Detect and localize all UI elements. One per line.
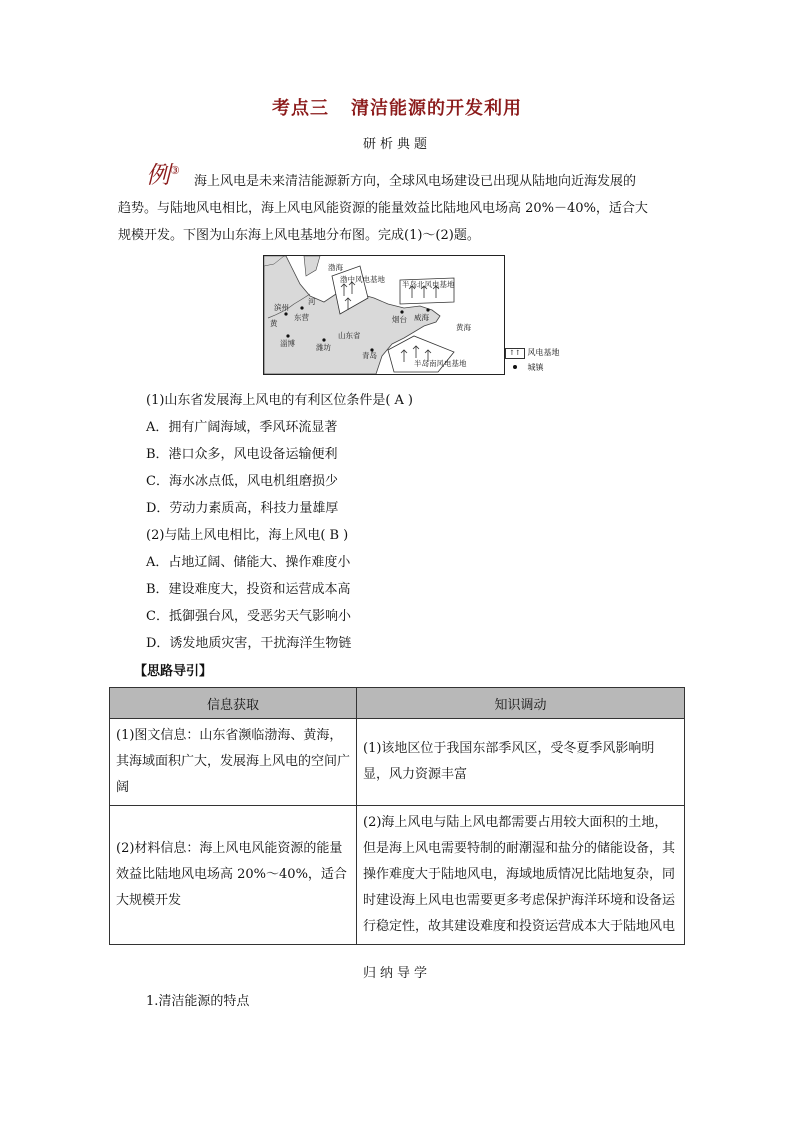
page-title: [0, 94, 794, 120]
example-label: 例: [146, 161, 170, 189]
label-weifang: 潍坊: [316, 343, 331, 352]
guide-table: [109, 687, 685, 945]
intro-line-2: 趋势。与陆地风电相比，海上风电风能资源的能量效益比陆地风电场高 20%－40%，适合大: [118, 201, 648, 216]
label-dongying: 东营: [294, 313, 309, 322]
q1-stem: (1)山东省发展海上风电的有利区位条件是( A ): [146, 393, 413, 408]
legend-wind-label: 风电基地: [527, 348, 560, 357]
label-huanghai: 黄海: [456, 323, 471, 332]
title-part2: 清洁能源的开发利用: [351, 98, 522, 119]
intro-line-1: 海上风电是未来清洁能源新方向，全球风电场建设已出现从陆地向近海发展的: [194, 174, 637, 189]
q1-answer: A: [394, 393, 404, 408]
legend-city-label: 城镇: [527, 363, 544, 372]
row2-info: (2)材料信息：海上风电风能资源的能量效益比陆地风电场高 20%～40%，适合大规模开发: [110, 806, 357, 945]
map-svg: [264, 256, 504, 374]
q1-option-b: B．港口众多，风电设备运输便利: [146, 447, 338, 462]
label-north-base: 半岛北风电基地: [402, 280, 455, 289]
label-bohai-base: 渤中风电基地: [340, 275, 385, 284]
table-header-row: [110, 688, 685, 719]
row1-info: (1)图文信息：山东省濒临渤海、黄海，其海域面积广大，发展海上风电的空间广阔: [110, 719, 357, 806]
city-legend-icon: [513, 365, 517, 369]
q1-option-a: A．拥有广阔海域，季风环流显著: [146, 420, 338, 435]
row1-knowledge: (1)该地区位于我国东部季风区，受冬夏季风影响明显，风力资源丰富: [357, 719, 685, 806]
wind-legend-icon: ↑↑: [505, 348, 525, 359]
row2-knowledge: (2)海上风电与陆上风电都需要占用较大面积的土地，但是海上风电需要特制的耐潮湿和盐分的储能设备，其操作难度大于陆地风电，海域地质情况比陆地复杂，同时建设海上风电也需要更多考虑保护海洋环境和设备运行稳定性，故其建设难度和投资运营成本大于陆地风电: [357, 806, 685, 945]
label-binzhou: 滨州: [274, 303, 289, 312]
title-part1: 考点三: [272, 98, 329, 119]
map-legend: [505, 347, 560, 373]
label-weihai: 威海: [414, 313, 429, 322]
q2-option-c: C．抵御强台风，受恶劣天气影响小: [146, 609, 351, 624]
subtitle: 研析典题: [362, 137, 431, 152]
label-yantai: 烟台: [392, 315, 407, 324]
guide-label: 【思路导引】: [134, 664, 213, 679]
shandong-wind-map: [263, 255, 505, 375]
label-huang: 黄: [270, 319, 278, 328]
label-he: 河: [308, 297, 316, 306]
q2-stem: (2)与陆上风电相比，海上风电( B ): [146, 528, 349, 543]
header-info: 信息获取: [110, 688, 357, 719]
header-knowledge: 知识调动: [357, 688, 685, 719]
table-row: [110, 806, 685, 945]
label-qingdao: 青岛: [362, 351, 377, 360]
label-shandong: 山东省: [338, 331, 361, 340]
summary-title: 归纳导学: [362, 966, 431, 981]
q2-option-d: D．诱发地质灾害，干扰海洋生物链: [146, 636, 352, 651]
label-bohai: 渤海: [328, 263, 343, 272]
section-1-heading: 1.清洁能源的特点: [146, 994, 250, 1009]
q2-answer: B: [329, 528, 340, 543]
intro-line-3: 规模开发。下图为山东海上风电基地分布图。完成(1)～(2)题。: [118, 228, 480, 243]
q2-option-b: B．建设难度大，投资和运营成本高: [146, 582, 351, 597]
label-south-base: 半岛南风电基地: [414, 359, 467, 368]
q1-option-c: C．海水冰点低，风电机组磨损少: [146, 474, 338, 489]
q1-option-d: D．劳动力素质高，科技力量雄厚: [146, 501, 339, 516]
table-row: [110, 719, 685, 806]
legend-city: [505, 362, 560, 373]
label-zibo: 淄博: [280, 339, 295, 348]
example-mark: [146, 155, 180, 190]
legend-wind: [505, 347, 560, 359]
example-number: ③: [170, 164, 180, 177]
q2-option-a: A．占地辽阔、储能大、操作难度小: [146, 555, 351, 570]
